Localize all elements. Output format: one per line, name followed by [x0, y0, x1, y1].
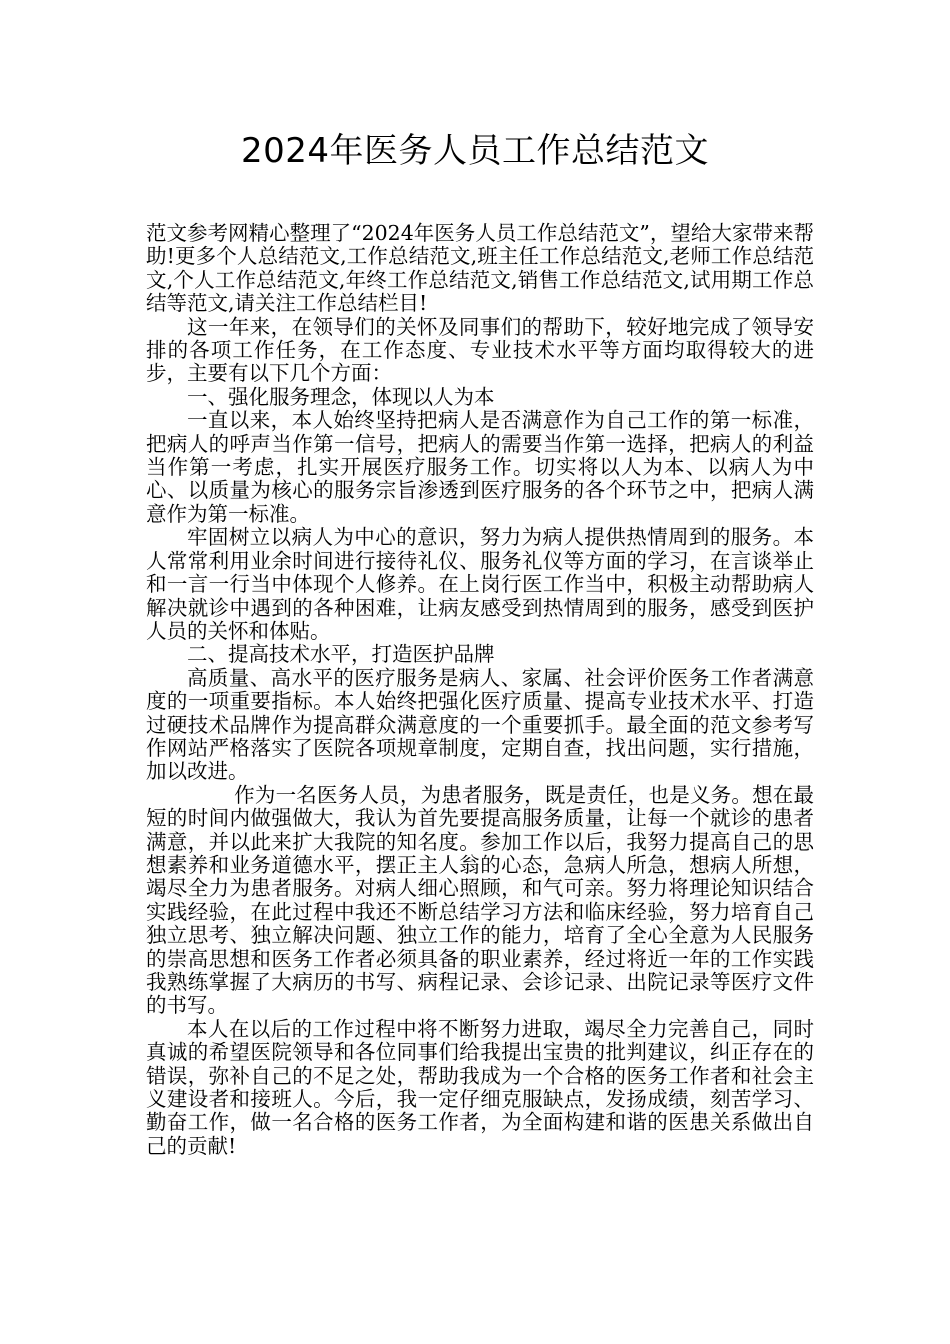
- opening-paragraph: 这一年来，在领导们的关怀及同事们的帮助下，较好地完成了领导安排的各项工作任务，在工作态度、专业技术水平等方面均取得较大的进步，主要有以下几个方面：: [146, 314, 814, 386]
- body-paragraph: 牢固树立以病人为中心的意识，努力为病人提供热情周到的服务。本人常常利用业余时间进行接待礼仪、服务礼仪等方面的学习，在言谈举止和一言一行当中体现个人修养。在上岗行医工作当中，积极主动帮助病人解决就诊中遇到的各种困难，让病友感受到热情周到的服务，感受到医护人员的关怀和体贴。: [146, 525, 814, 643]
- closing-paragraph: 本人在以后的工作过程中将不断努力进取，竭尽全力完善自己，同时真诚的希望医院领导和各位同事们给我提出宝贵的批判建议，纠正存在的错误，弥补自己的不足之处，帮助我成为一个合格的医务工作者和社会主义建设者和接班人。今后，我一定仔细克服缺点，发扬成绩，刻苦学习、勤奋工作，做一名合格的医务工作者，为全面构建和谐的医患关系做出自己的贡献!: [146, 1016, 814, 1158]
- body-paragraph: 作为一名医务人员，为患者服务，既是责任，也是义务。想在最短的时间内做强做大，我认为首先要提高服务质量，让每一个就诊的患者满意，并以此来扩大我院的知名度。参加工作以后，我努力提高自己的思想素养和业务道德水平，摆正主人翁的心态，急病人所急，想病人所想，竭尽全力为患者服务。对病人细心照顾，和气可亲。努力将理论知识结合实践经验，在此过程中我还不断总结学习方法和临床经验，努力培育自己独立思考、独立解决问题、独立工作的能力，培育了全心全意为人民服务的崇高思想和医务工作者必须具备的职业素养，经过将近一年的工作实践我熟练掌握了大病历的书写、病程记录、会诊记录、出院记录等医疗文件的书写。: [146, 782, 814, 1018]
- document-title: 2024年医务人员工作总结范文: [240, 131, 710, 171]
- intro-paragraph: 范文参考网精心整理了“2024年医务人员工作总结范文”，望给大家带来帮助!更多个人总结范文,工作总结范文,班主任工作总结范文,老师工作总结范文,个人工作总结范文,年终工作总结范文,销售工作总结范文,试用期工作总结等范文,请关注工作总结栏目!: [146, 221, 814, 316]
- section-heading-1: 一、强化服务理念，体现以人为本: [187, 384, 495, 409]
- document-body: [146, 222, 814, 1158]
- section-heading-2: 二、提高技术水平，打造医护品牌: [187, 642, 495, 667]
- body-paragraph: 高质量、高水平的医疗服务是病人、家属、社会评价医务工作者满意度的一项重要指标。本人始终把强化医疗质量、提高专业技术水平、打造过硬技术品牌作为提高群众满意度的一个重要抓手。最全面的范文参考写作网站严格落实了医院各项规章制度，定期自查，找出问题，实行措施，加以改进。: [146, 665, 814, 784]
- body-paragraph: 一直以来，本人始终坚持把病人是否满意作为自己工作的第一标准，把病人的呼声当作第一信号，把病人的需要当作第一选择，把病人的利益当作第一考虑，扎实开展医疗服务工作。切实将以人为本、以病人为中心、以质量为核心的服务宗旨渗透到医疗服务的各个环节之中，把病人满意作为第一标准。: [146, 408, 814, 526]
